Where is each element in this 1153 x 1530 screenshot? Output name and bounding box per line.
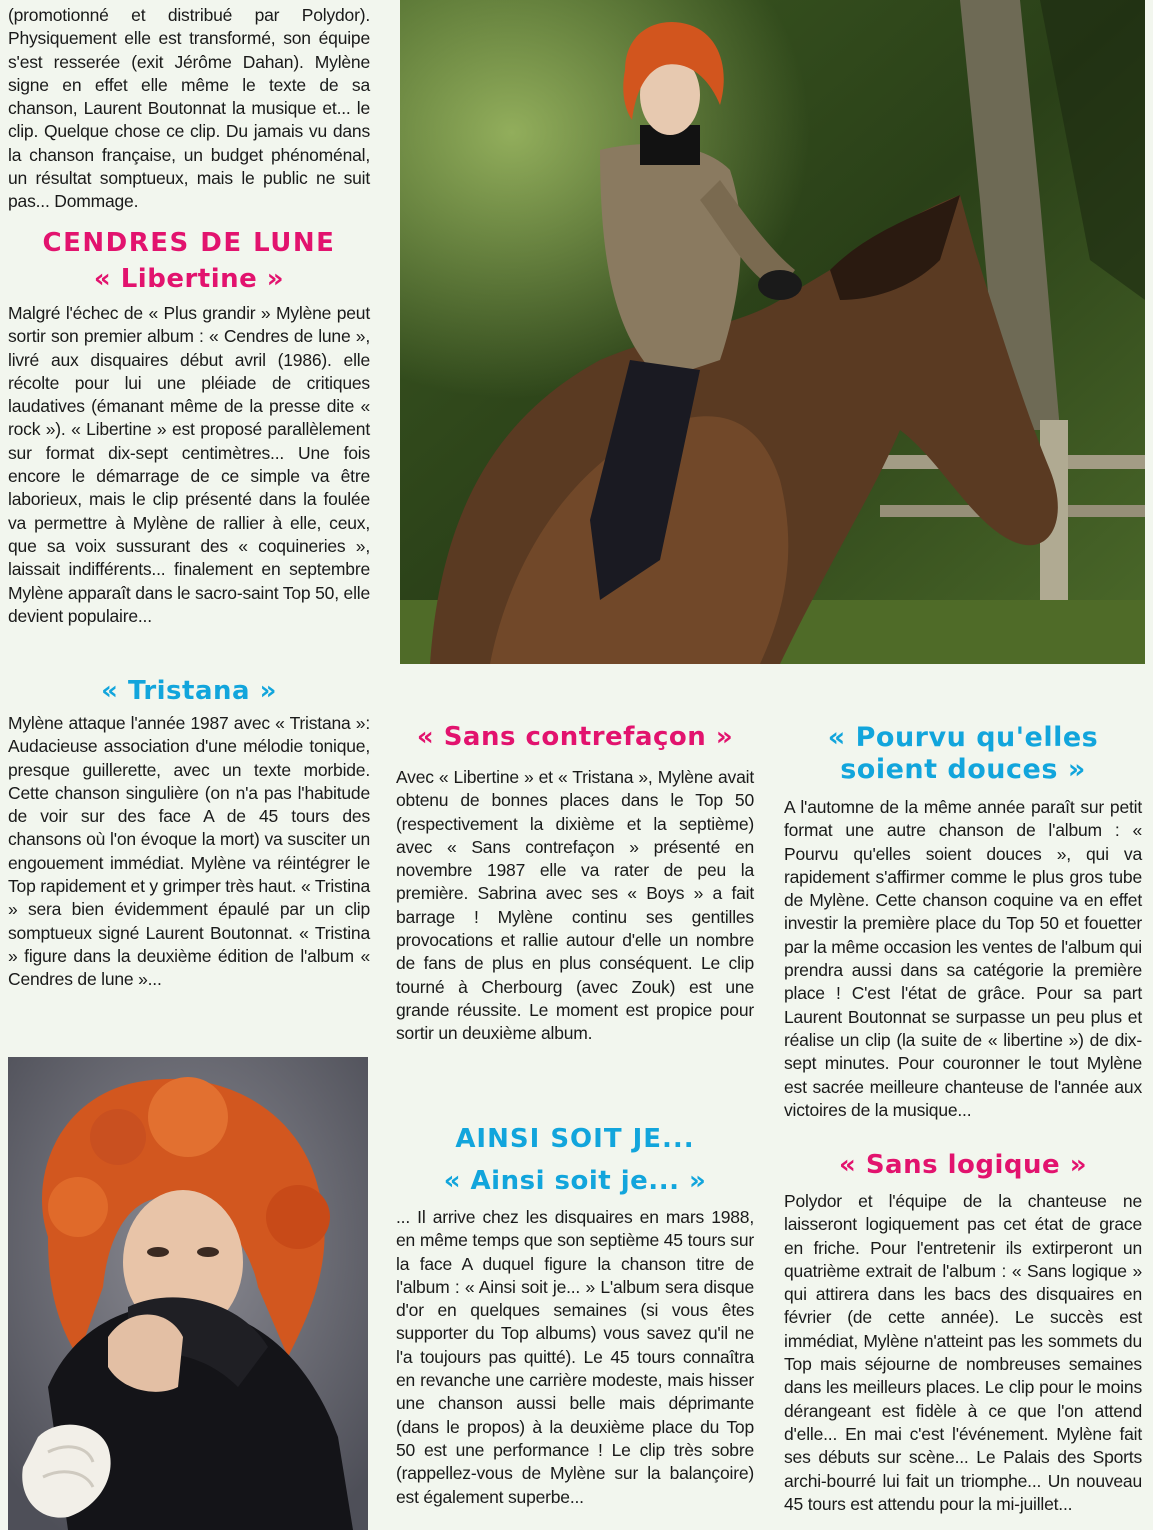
sans-logique-paragraph: Polydor et l'équipe de la chanteuse ne laisseront logiquement pas cet état de grace en friche. Pour l'entretenir ils extirperont un quatrième extrait de l'album : « Sans logique » qui attirera dans les bacs des disquaires en février (de cette année). Le succès est immédiat, Mylène n'atteint pas les sommets du Top mais séjourne de nombreuses semaines dans les meilleurs places. Le clip pour le moins dérangeant est fidèle à ce que l'on attend d'elle... En mai c'est l'événement. Mylène fait ses débuts sur scène... Le Palais des Sports archi-bourré lui fait un triomphe... Un nouveau 45 tours est attendu pour la mi-juillet... [784,1191,1142,1514]
libertine-subtitle: « Libertine » [93,264,285,294]
sans-logique-title: « Sans logique » [838,1150,1088,1180]
intro-text-block [8,4,370,214]
cendres-title: CENDRES DE LUNE [42,228,336,258]
section-pourvu [784,722,1142,1122]
tristana-paragraph: Mylène attaque l'année 1987 avec « Tristana »: Audacieuse association d'une mélodie tonique, presque guillerette, avec un texte morbide. Cette chanson singulière (on n'a pas l'habitude de voir sur des face A de 45 tours des chansons où l'on évoque la mort) va susciter un engouement immédiat. Mylène va réintégrer le Top rapidement et y grimper très haut. « Tristina » sera bien évidemment épaulé par un clip somptueux signé Laurent Boutonnat. « Tristina » figure dans la deuxième édition de l'album « Cendres de lune »... [8,713,370,990]
horse-photo-illustration [400,0,1145,664]
sans-contrefacon-title: « Sans contrefaçon » [416,722,734,752]
sans-contrefacon-paragraph: Avec « Libertine » et « Tristana », Mylène avait obtenu de bonnes places dans le Top 50 (respectivement la dixième et la septième) avec « Sans contrefaçon » présenté en novembre 1987 elle va rater de peu la première. Sabrina avec ses « Boys » a fait barrage ! Mylène continu ses gentilles provocations et rallie autour d'elle un nombre de fans de plus en plus conséquent. Le clip tourné à Cherbourg (avec Zouk) est une grande réussite. Le moment est propice pour sortir un deuxième album. [396,767,754,1044]
pourvu-title: « Pourvu qu'elles soient douces » [827,722,1099,785]
section-sans-logique [784,1150,1142,1516]
ainsi-paragraph: ... Il arrive chez les disquaires en mars 1988, en même temps que son septième 45 tours sur la face A duquel figure la chanson titre de l'album : « Ainsi soit je... » L'album sera disque d'or en quelques semaines (si vous êtes supporter du Top albums) vous savez qu'il ne l'a toujours pas quitté). Le 45 tours connaîtra en revanche une carrière modeste, mais hisser une chanson aussi belle mais déprimante (dans le propos) à la deuxième place du Top 50 est une performance ! Le clip très sobre (rappellez-vous de Mylène sur la balançoire) est également superbe... [396,1207,754,1507]
intro-paragraph: (promotionné et distribué par Polydor). Physiquement elle est transformé, son équipe s'est resserée (exit Jérôme Dahan). Mylène signe en effet elle même le texte de sa chanson, Laurent Boutonnat la musique et... le clip. Quelque chose ce clip. Du jamais vu dans la chanson française, un budget phénoménal, un résultat somptueux, mais le public ne suit pas... Dommage. [8,5,370,212]
section-ainsi-soit-je [396,1124,754,1509]
horse-photo [400,0,1145,664]
ainsi-title: AINSI SOIT JE... [455,1124,695,1154]
section-cendres-de-lune [8,228,370,628]
cendres-paragraph: Malgré l'échec de « Plus grandir » Mylène peut sortir son premier album : « Cendres de lune », livré aux disquaires début avril (1986). elle récolte pour lui une pléiade de critiques laudatives (émanant même de la presse dite « rock »). « Libertine » est proposé parallèlement sur format dix-sept centimètres... Une fois encore le démarrage de ce simple va être laborieux, mais le clip présenté dans la foulée va permettre à Mylène de rallier à elle, ceux, que sa voix sussurant des « coquineries », laissait indifférents... finalement en septembre Mylène apparaît dans le sacro-saint Top 50, elle devient populaire... [8,303,370,626]
tristana-title: « Tristana » [101,676,277,706]
ainsi-subtitle: « Ainsi soit je... » [443,1166,707,1196]
portrait-photo [8,1057,368,1530]
section-tristana [8,676,370,992]
portrait-photo-illustration [8,1057,368,1530]
section-sans-contrefacon [396,722,754,1046]
pourvu-paragraph: A l'automne de la même année paraît sur petit format une autre chanson de l'album : « Pourvu qu'elles soient douces », qui va rapidement s'affirmer comme le plus gros tube de Mylène. Cette chanson coquine va en effet investir la première place du Top 50 et fouetter par la même occasion les ventes de l'album qui prendra aussi dans sa catégorie la première place ! C'est l'état de grâce. Pour sa part Laurent Boutonnat se surpasse un peu plus et réalise un clip (la suite de « libertine ») de dix-sept minutes. Pour couronner le tout Mylène est sacrée meilleure chanteuse de l'année aux victoires de la musique... [784,797,1142,1120]
